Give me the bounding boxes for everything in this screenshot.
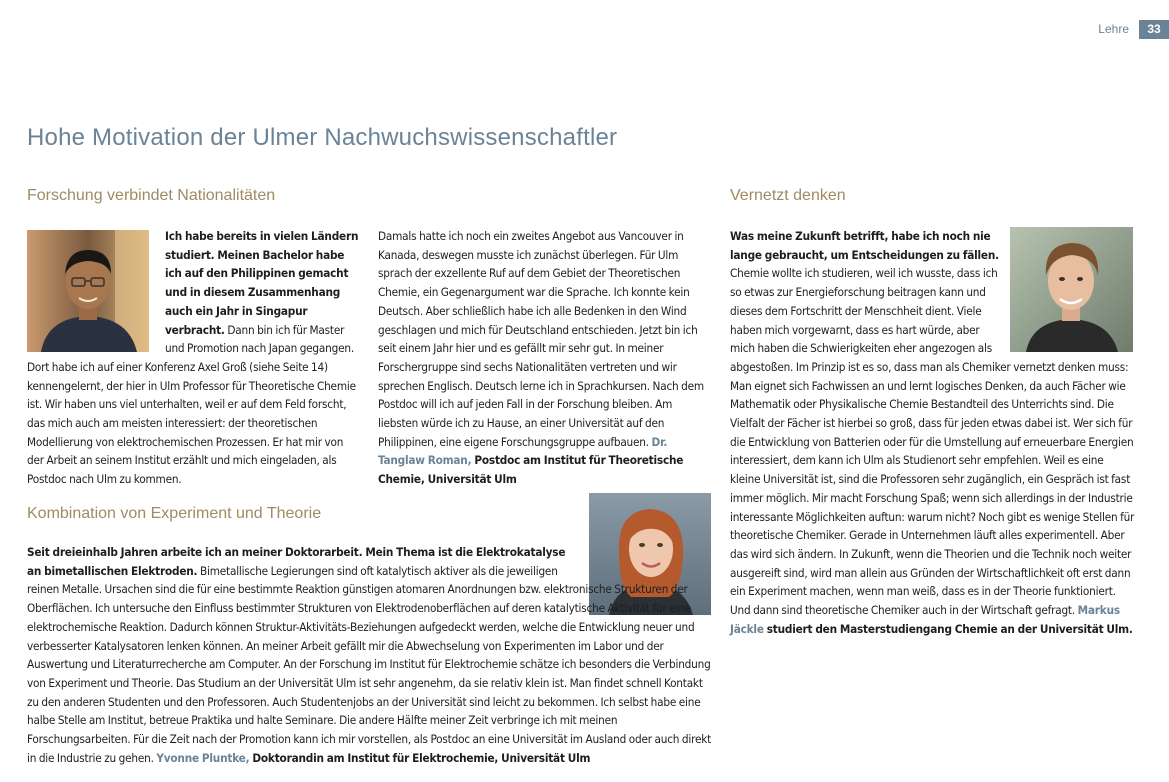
heading-kombination: Kombination von Experiment und Theorie (27, 505, 322, 522)
forschung-col2: Damals hatte ich noch ein zweites Angebot aus Vancouver in Kanada, deswegen musste ich zunächst überlegen. Für Ulm sprach der exzellente Ruf auf dem Gebiet der Theoretischen Chemie, ein Gegenargument war die Sprache. Ich konnte kein Deutsch. Aber schließlich habe ich alle Bedenken in den Wind geschlagen und mich für Deutschland entschieden. Jetzt bin ich seit einem Jahr hier und es gefällt mir sehr gut. In meiner Forschergruppe sind sechs Nationalitäten vertreten und wir sprechen Englisch. Deutsch lerne ich in Sprachkursen. Nach dem Postdoc will ich auf jeden Fall in der Forschung bleiben. Am liebsten würde ich zu Hause, an einer Universität auf den Philippinen, eine eigene Forschungsgruppe aufbauen. Dr. Tanglaw Roman, Postdoc am Institut für Theoretische Chemie, Universität Ulm (378, 229, 704, 487)
heading-forschung: Forschung verbindet Nationalitäten (27, 187, 276, 204)
kombination-body: Seit dreieinhalb Jahren arbeite ich an meiner Doktorarbeit. Mein Thema ist die Elektrokatalyse an bimetallischen Elektroden. Bimetallische Legierungen sind oft katalytisch aktiver als die jeweiligen reinen Metalle. Ursachen sind die für eine bestimmte Reaktion günstigen atomaren Anordnungen bzw. elektronische Strukturen der Oberflächen. Ich untersuche den Einfluss bestimmter Strukturen von Elektrodenoberflächen auf deren katalytische Aktivität für eine elektrochemische Reaktion. Dadurch können Struktur-Aktivitäts-Beziehungen aufgedeckt werden, welche die Entwicklung neuer und verbesserter Katalysatoren lenken können. An meiner Arbeit gefällt mir die Abwechselung von Experimenten im Labor und der Auswertung und Literaturrecherche am Computer. An der Forschung im Institut für Elektrochemie schätze ich besonders die Verbindung von Experiment und Theorie. Das Studium an der Universität Ulm ist sehr angenehm, da sie relativ klein ist. Man findet schnell Kontakt zu den anderen Studenten und den Professoren. Auch Studentenjobs an der Universität sind leicht zu bekommen. Ich selbst habe eine halbe Stelle am Institut, betreue Praktika und halte Seminare. Die andere Hälfte meiner Zeit verbringe ich mit meinen Forschungsarbeiten. Für die Zeit nach der Promotion kann ich mir vorstellen, als Postdoc an eine Universität im Ausland oder auch direkt in die Industrie zu gehen. Yvonne Pluntke, Doktorandin am Institut für Elektrochemie, Universität Ulm (27, 545, 712, 765)
vernetzt-body: Was meine Zukunft betrifft, habe ich noch nie lange gebraucht, um Entscheidungen zu fällen. Chemie wollte ich studieren, weil ich wusste, dass ich so etwas zur Energieforschung beitragen kann und dieses dem Fortschritt der Menschheit dient. Viele haben mich vorgewarnt, dass es hart würde, aber mich haben die Schwierigkeiten eher angezogen als abgestoßen. Im Prinzip ist es so, dass man als Chemiker vernetzt denken muss: Man eignet sich Fachwissen an und lernt logisches Denken, da auch Fächer wie Mathematik oder Physikalische Chemie Bestandteil des Unterrichts sind. Die Vielfalt der Fächer ist hierbei so groß, dass für jeden etwas dabei ist. Wer sich für die Entwicklung von Batterien oder für die Umstellung auf erneuerbare Energien interessiert, dem kann ich Ulm als Studienort sehr empfehlen. Weil es eine kleine Universität ist, sind die Professoren sehr zugänglich, ein Gespräch ist fast immer möglich. Mir macht Forschung Spaß; wenn sich allerdings in der Industrie interessante Möglichkeiten auftun: warum nicht? Noch gibt es wenige Stellen für theoretische Chemiker. Gerade in Unternehmen läuft alles experimentell. Aber das wird sich ändern. In Zukunft, wenn die Theorien und die Technik noch weiter ausgereift sind, wird man allein aus Gründen der Wirtschaftlichkeit oft erst dann ein Experiment machen, wenn man weiß, dass es in der Theorie funktioniert. Und dann sind theoretische Chemiker auch in der Wirtschaft gefragt. Markus Jäckle studiert den Masterstudiengang Chemie an der Universität Ulm. (730, 229, 1135, 636)
section-label: Lehre (1098, 22, 1129, 36)
page-title: Hohe Motivation der Ulmer Nachwuchswissenschaftler (27, 124, 618, 151)
heading-vernetzt: Vernetzt denken (730, 187, 846, 204)
page-number: 33 (1139, 20, 1169, 39)
forschung-col1: Ich habe bereits in vielen Ländern studiert. Meinen Bachelor habe ich auf den Philippinen gemacht und in diesem Zusammenhang auch ein Jahr in Singapur verbracht. Dann bin ich für Master und Promotion nach Japan gegangen. Dort habe ich auf einer Konferenz Axel Groß (siehe Seite 14) kennengelernt, der hier in Ulm Professor für Theoretische Chemie ist. Wir haben uns viel unterhalten, weil er auf dem Feld forscht, das mich auch am meisten interessiert: der theoretischen Modellierung von elektrochemischen Prozessen. Er hat mir von der Arbeit an seinem Institut erzählt und mich eingeladen, als Postdoc nach Ulm zu kommen. (27, 229, 359, 487)
